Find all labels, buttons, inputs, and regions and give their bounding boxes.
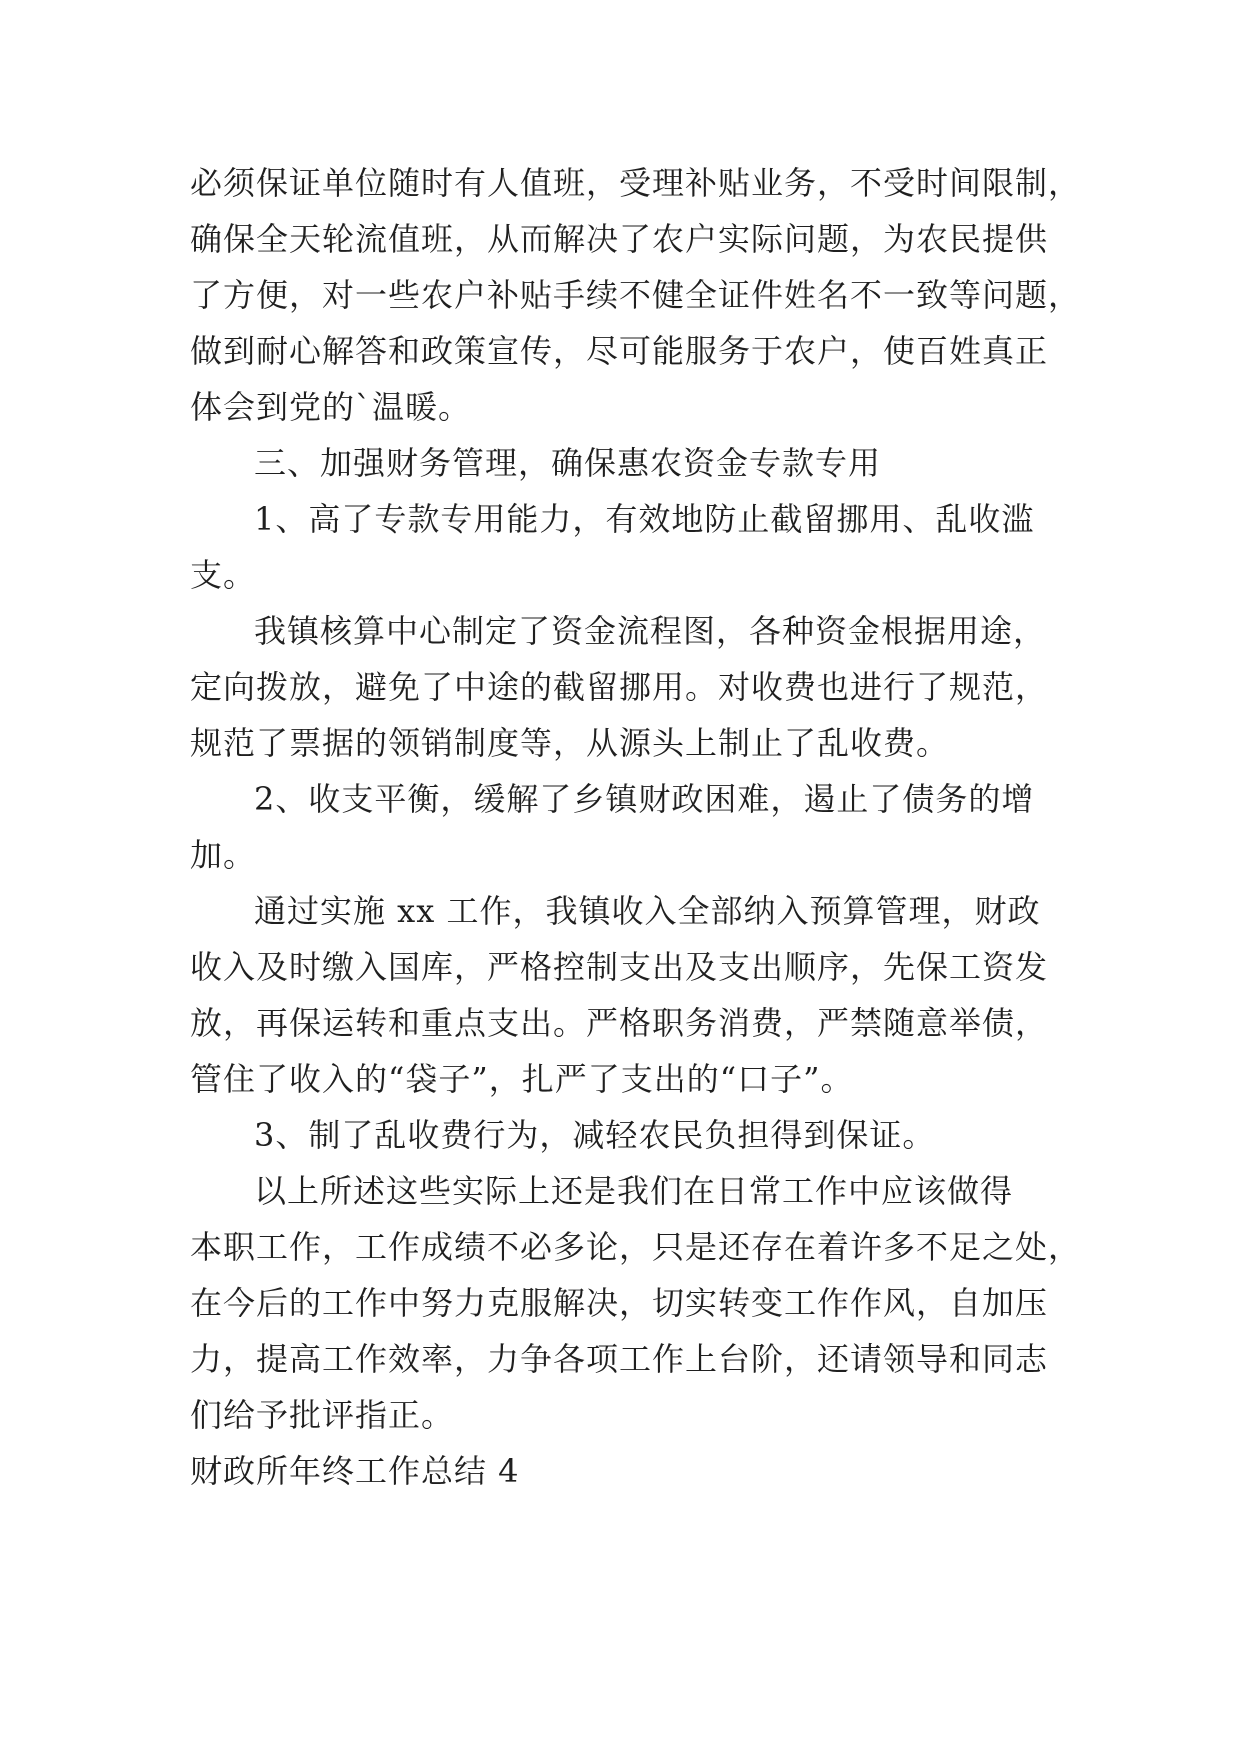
text-line: 管住了收入的“袋子”，扎严了支出的“口子”。 — [190, 1060, 854, 1098]
section-heading: 三、加强财务管理，确保惠农资金专款专用 — [254, 444, 882, 482]
text-line: 体会到党的`温暖。 — [190, 388, 472, 426]
numbered-item: 3、制了乱收费行为，减轻农民负担得到保证。 — [254, 1116, 936, 1154]
numbered-item: 2、收支平衡，缓解了乡镇财政困难，遏止了债务的增 — [254, 780, 1035, 818]
document-body — [190, 155, 1090, 1499]
text-line: 在今后的工作中努力克服解决，切实转变工作作风，自加压 — [190, 1284, 1049, 1322]
text-line: 必须保证单位随时有人值班，受理补贴业务，不受时间限制， — [190, 164, 1082, 202]
text-line: 加。 — [190, 836, 257, 874]
text-line: 放，再保运转和重点支出。严格职务消费，严禁随意举债， — [190, 1004, 1049, 1042]
numbered-item: 1、高了专款专用能力，有效地防止截留挪用、乱收滥 — [254, 500, 1035, 538]
paragraph-start: 以上所述这些实际上还是我们在日常工作中应该做得 — [254, 1172, 1014, 1210]
paragraph-start: 我镇核算中心制定了资金流程图，各种资金根据用途， — [254, 612, 1047, 650]
text-line: 做到耐心解答和政策宣传，尽可能服务于农户，使百姓真正 — [190, 332, 1049, 370]
text-line: 确保全天轮流值班，从而解决了农户实际问题，为农民提供 — [190, 220, 1049, 258]
text-line: 们给予批评指正。 — [190, 1396, 455, 1434]
text-line: 收入及时缴入国库，严格控制支出及支出顺序，先保工资发 — [190, 948, 1049, 986]
text-line: 支。 — [190, 556, 257, 594]
text-line: 本职工作，工作成绩不必多论，只是还存在着许多不足之处， — [190, 1228, 1082, 1266]
text-line: 力，提高工作效率，力争各项工作上台阶，还请领导和同志 — [190, 1340, 1049, 1378]
text-line: 了方便，对一些农户补贴手续不健全证件姓名不一致等问题， — [190, 276, 1082, 314]
text-line: 定向拨放，避免了中途的截留挪用。对收费也进行了规范， — [190, 668, 1049, 706]
document-title: 财政所年终工作总结 4 — [190, 1452, 520, 1490]
paragraph-start: 通过实施 xx 工作，我镇收入全部纳入预算管理，财政 — [254, 892, 1041, 930]
text-line: 规范了票据的领销制度等，从源头上制止了乱收费。 — [190, 724, 950, 762]
